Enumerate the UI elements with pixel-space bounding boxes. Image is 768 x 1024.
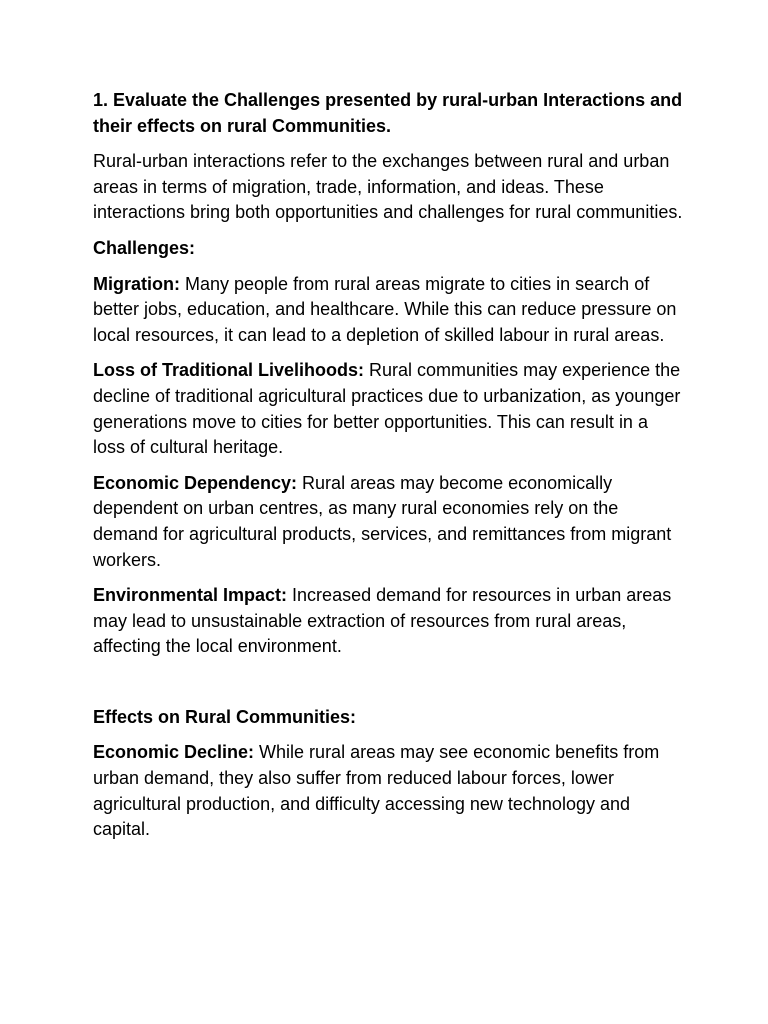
challenge-environmental-impact [93,583,683,660]
challenges-heading: Challenges: [93,237,196,258]
challenge-text: Many people from rural areas migrate to cities in search of better jobs, education, and healthcare. While this can reduce pressure on local resources, it can lead to a depletion of skilled labour in rural areas. [93,273,677,345]
paragraph-spacer [93,670,683,705]
effect-text: While rural areas may see economic benefits from urban demand, they also suffer from reduced labour forces, lower agricultural production, and difficulty accessing new technology and capital. [93,742,660,840]
challenge-term: Loss of Traditional Livelihoods: [93,360,365,381]
challenge-text: Rural communities may experience the decline of traditional agricultural practices due to urbanization, as younger generations move to cities for better opportunities. This can result in a loss of cultural heritage. [93,360,681,458]
challenge-traditional-livelihoods [93,358,683,460]
question-title: 1. Evaluate the Challenges presented by rural-urban Interactions and their effects on rural Communities. [93,90,683,136]
challenge-economic-dependency [93,471,683,573]
challenge-text: Increased demand for resources in urban areas may lead to unsustainable extraction of resources from rural areas, affecting the local environment. [93,585,672,657]
intro-paragraph: Rural-urban interactions refer to the exchanges between rural and urban areas in terms of migration, trade, information, and ideas. These interactions bring both opportunities and challenges for rural communities. [93,151,683,223]
challenge-term: Environmental Impact: [93,585,288,606]
challenge-term: Migration: [93,273,180,294]
effects-heading: Effects on Rural Communities: [93,706,357,727]
effect-term: Economic Decline: [93,742,255,763]
challenge-term: Economic Dependency: [93,472,298,493]
challenge-text: Rural areas may become economically dependent on urban centres, as many rural economies rely on the demand for agricultural products, services, and remittances from migrant workers. [93,472,672,570]
effect-economic-decline [93,740,683,842]
challenge-migration [93,272,683,349]
document-page [93,88,683,853]
